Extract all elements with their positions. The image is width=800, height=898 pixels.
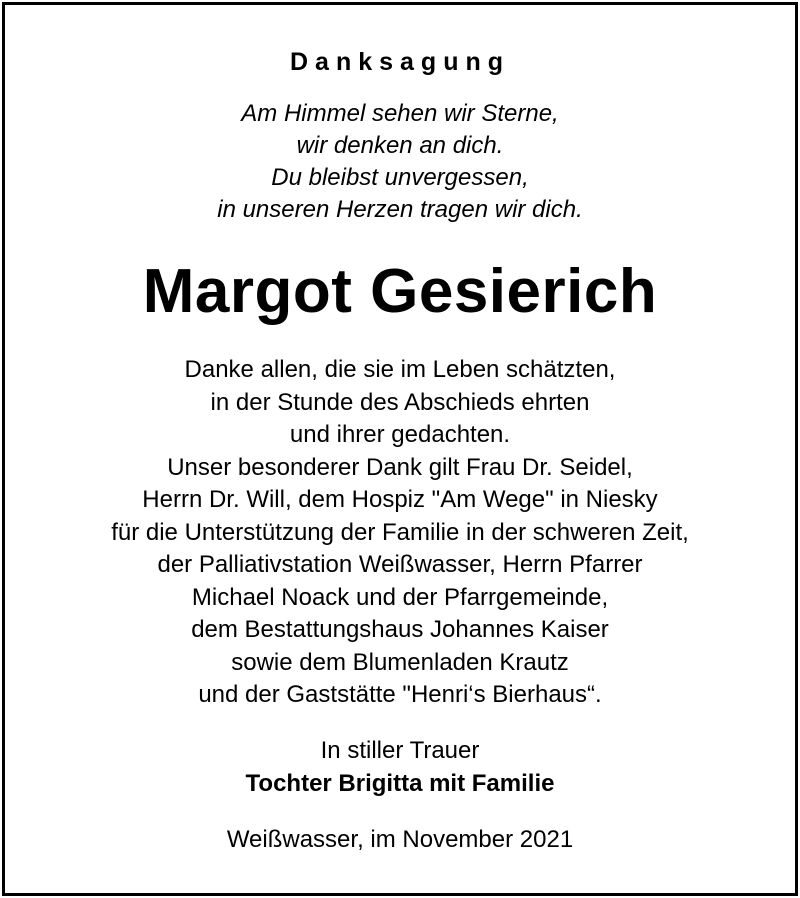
mourning-intro: In stiller Trauer	[320, 737, 480, 764]
deceased-name: Margot Gesierich	[142, 257, 658, 326]
poem	[0, 98, 800, 226]
poem-line: Am Himmel sehen wir Sterne,	[241, 100, 559, 127]
poem-line: wir denken an dich.	[296, 132, 504, 159]
thanks-line: Unser besonderer Dank gilt Frau Dr. Seidel,	[167, 453, 633, 481]
thanks-line: in der Stunde des Abschieds ehrten	[210, 388, 590, 416]
notice-heading: Danksagung	[289, 48, 511, 76]
place-date: Weißwasser, im November 2021	[226, 826, 574, 853]
mourning-block	[0, 734, 800, 800]
thanks-line: der Palliativstation Weißwasser, Herrn Pfarrer	[157, 551, 643, 578]
thanks-line: und der Gaststätte "Henri‘s Bierhaus“.	[198, 681, 602, 708]
thanks-line: Michael Noack und der Pfarrgemeinde,	[191, 583, 609, 611]
thanks-line: dem Bestattungshaus Johannes Kaiser	[191, 616, 609, 643]
thanks-line: Herrn Dr. Will, dem Hospiz "Am Wege" in Niesky	[142, 486, 658, 513]
poem-line: in unseren Herzen tragen wir dich.	[217, 196, 583, 223]
thanks-line: sowie dem Blumenladen Krautz	[231, 648, 569, 676]
poem-line: Du bleibst unvergessen,	[271, 164, 529, 191]
thanks-line: für die Unterstützung der Familie in der schweren Zeit,	[111, 518, 689, 546]
thanks-line: Danke allen, die sie im Leben schätzten,	[184, 356, 616, 383]
thanks-text	[0, 354, 800, 712]
thanks-line: und ihrer gedachten.	[289, 421, 511, 448]
mourning-family: Tochter Brigitta mit Familie	[245, 770, 555, 797]
